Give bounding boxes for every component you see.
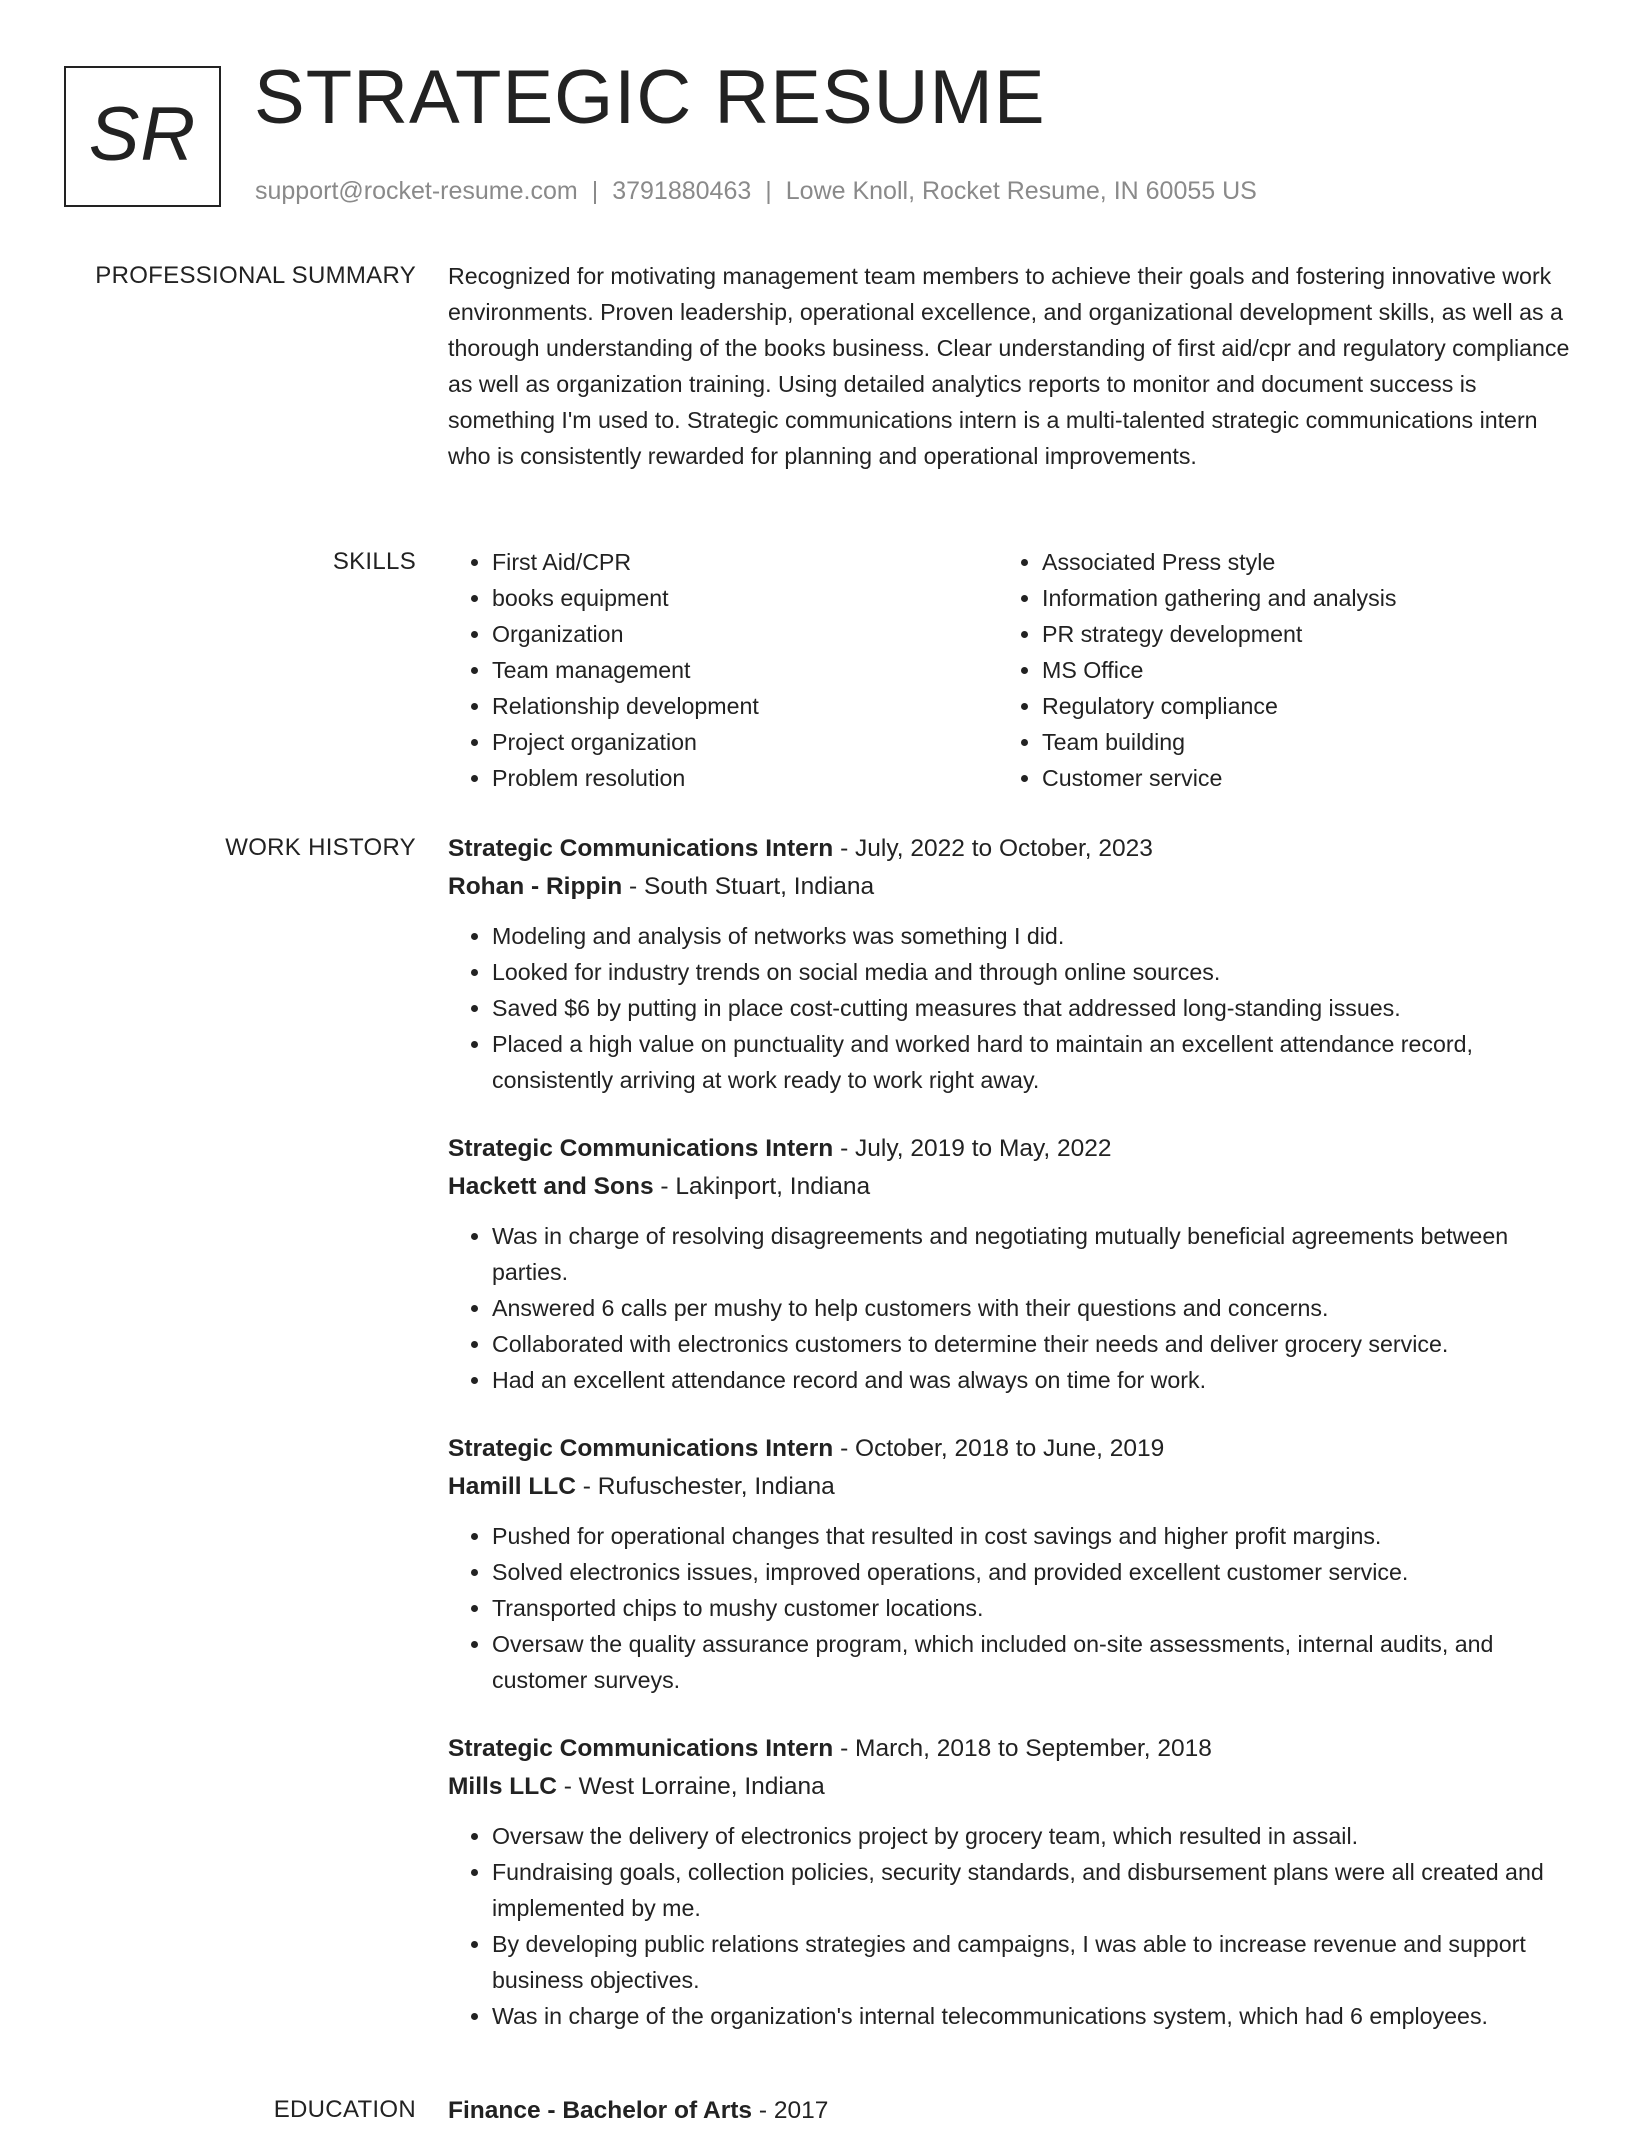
job-title-line (448, 1730, 1570, 1768)
skill-item: • Associated Press style (1042, 544, 1548, 580)
job-company-line (448, 868, 1570, 906)
job-company-line (448, 1468, 1570, 1506)
resume-name: STRATEGIC RESUME (254, 55, 1046, 140)
job-bullet: • Oversaw the delivery of electronics project by grocery team, which resulted in assail. (492, 1818, 1570, 1854)
skill-item: • Team management (492, 652, 998, 688)
contact-separator: | (765, 177, 772, 205)
job-location: - South Stuart, Indiana (622, 873, 875, 900)
skills-list-right (998, 544, 1548, 796)
job-location: - Lakinport, Indiana (653, 1173, 871, 1200)
job-entry (448, 1430, 1570, 1698)
job-bullet: • Oversaw the quality assurance program, which included on-site assessments, internal audits, and customer surveys. (492, 1626, 1570, 1698)
job-dates: - October, 2018 to June, 2019 (833, 1435, 1165, 1462)
job-title: Strategic Communications Intern (448, 1135, 834, 1162)
contact-address: Lowe Knoll, Rocket Resume, IN 60055 US (785, 177, 1257, 205)
summary-label: PROFESSIONAL SUMMARY (95, 262, 416, 289)
skill-item: • Information gathering and analysis (1042, 580, 1548, 616)
job-bullets (448, 1518, 1570, 1698)
job-title-line (448, 830, 1570, 868)
job-entry (448, 1130, 1570, 1398)
job-title-line (448, 1130, 1570, 1168)
skill-item: • MS Office (1042, 652, 1548, 688)
job-company: Rohan - Rippin (448, 873, 623, 900)
job-bullet: • Had an excellent attendance record and was always on time for work. (492, 1362, 1570, 1398)
job-bullets (448, 1218, 1570, 1398)
skill-item: • PR strategy development (1042, 616, 1548, 652)
job-company-line (448, 1168, 1570, 1206)
education-line (448, 2092, 1570, 2130)
skill-item: • Team building (1042, 724, 1548, 760)
education-year: - 2017 (752, 2097, 829, 2124)
job-company: Mills LLC (448, 1773, 557, 1800)
job-bullet: • Collaborated with electronics customers to determine their needs and deliver grocery service. (492, 1326, 1570, 1362)
education-degree: Finance - Bachelor of Arts (448, 2097, 753, 2124)
summary-text: Recognized for motivating management team members to achieve their goals and fostering innovative work environments. Proven leadership, operational excellence, and organizational development skills, as well as a thorough understanding of the books business. Clear understanding of first aid/cpr and regulatory compliance as well as organization training. Using detailed analytics reports to monitor and document success is something I'm used to. Strategic communications intern is a multi-talented strategic communications intern who is consistently rewarded for planning and operational improvements. (448, 263, 1570, 469)
job-bullet: • Was in charge of the organization's internal telecommunications system, which had 6 employees. (492, 1998, 1570, 2034)
contact-email: support@rocket-resume.com (255, 177, 578, 205)
job-company-line (448, 1768, 1570, 1806)
skill-item: • First Aid/CPR (492, 544, 998, 580)
job-title: Strategic Communications Intern (448, 1435, 834, 1462)
job-bullet: • Was in charge of resolving disagreements and negotiating mutually beneficial agreements between parties. (492, 1218, 1570, 1290)
job-title: Strategic Communications Intern (448, 1735, 834, 1762)
job-entry (448, 1730, 1570, 2034)
job-bullet: • Placed a high value on punctuality and worked hard to maintain an excellent attendance record, consistently arriving at work ready to work right away. (492, 1026, 1570, 1098)
skill-item: • Customer service (1042, 760, 1548, 796)
education-body (448, 2092, 1570, 2130)
summary-body (448, 258, 1570, 474)
skills-label: SKILLS (332, 548, 416, 575)
job-bullets (448, 1818, 1570, 2034)
work-history-body (448, 830, 1570, 2066)
contact-phone: 3791880463 (612, 177, 752, 205)
job-dates: - July, 2022 to October, 2023 (833, 835, 1153, 862)
job-bullet: • By developing public relations strategies and campaigns, I was able to increase revenue and support business objectives. (492, 1926, 1570, 1998)
contact-separator: | (591, 177, 599, 205)
skill-item: • Regulatory compliance (1042, 688, 1548, 724)
skill-item: • Relationship development (492, 688, 998, 724)
job-bullet: • Solved electronics issues, improved operations, and provided excellent customer service. (492, 1554, 1570, 1590)
job-bullet: • Transported chips to mushy customer locations. (492, 1590, 1570, 1626)
skill-item: • Organization (492, 616, 998, 652)
skills-body (448, 544, 1570, 796)
skill-item: • Problem resolution (492, 760, 998, 796)
job-company: Hamill LLC (448, 1473, 576, 1500)
contact-line (255, 176, 1257, 206)
job-bullets (448, 918, 1570, 1098)
job-bullet: • Saved $6 by putting in place cost-cutting measures that addressed long-standing issues. (492, 990, 1570, 1026)
job-dates: - July, 2019 to May, 2022 (833, 1135, 1112, 1162)
job-bullet: • Fundraising goals, collection policies, security standards, and disbursement plans were all created and implemented by me. (492, 1854, 1570, 1926)
skills-list-left (448, 544, 998, 796)
education-label: EDUCATION (273, 2096, 416, 2123)
job-title: Strategic Communications Intern (448, 835, 834, 862)
job-bullet: • Pushed for operational changes that resulted in cost savings and higher profit margins. (492, 1518, 1570, 1554)
job-dates: - March, 2018 to September, 2018 (833, 1735, 1212, 1762)
skills-columns (448, 544, 1570, 796)
monogram-box (64, 66, 221, 207)
job-entry (448, 830, 1570, 1098)
job-bullet: • Looked for industry trends on social media and through online sources. (492, 954, 1570, 990)
job-title-line (448, 1430, 1570, 1468)
job-location: - West Lorraine, Indiana (556, 1773, 825, 1800)
work-history-label: WORK HISTORY (225, 834, 416, 861)
job-location: - Rufuschester, Indiana (575, 1473, 835, 1500)
monogram-initials: SR (88, 91, 197, 177)
job-bullet: • Modeling and analysis of networks was something I did. (492, 918, 1570, 954)
job-company: Hackett and Sons (448, 1173, 654, 1200)
skill-item: • Project organization (492, 724, 998, 760)
skill-item: • books equipment (492, 580, 998, 616)
job-bullet: • Answered 6 calls per mushy to help customers with their questions and concerns. (492, 1290, 1570, 1326)
